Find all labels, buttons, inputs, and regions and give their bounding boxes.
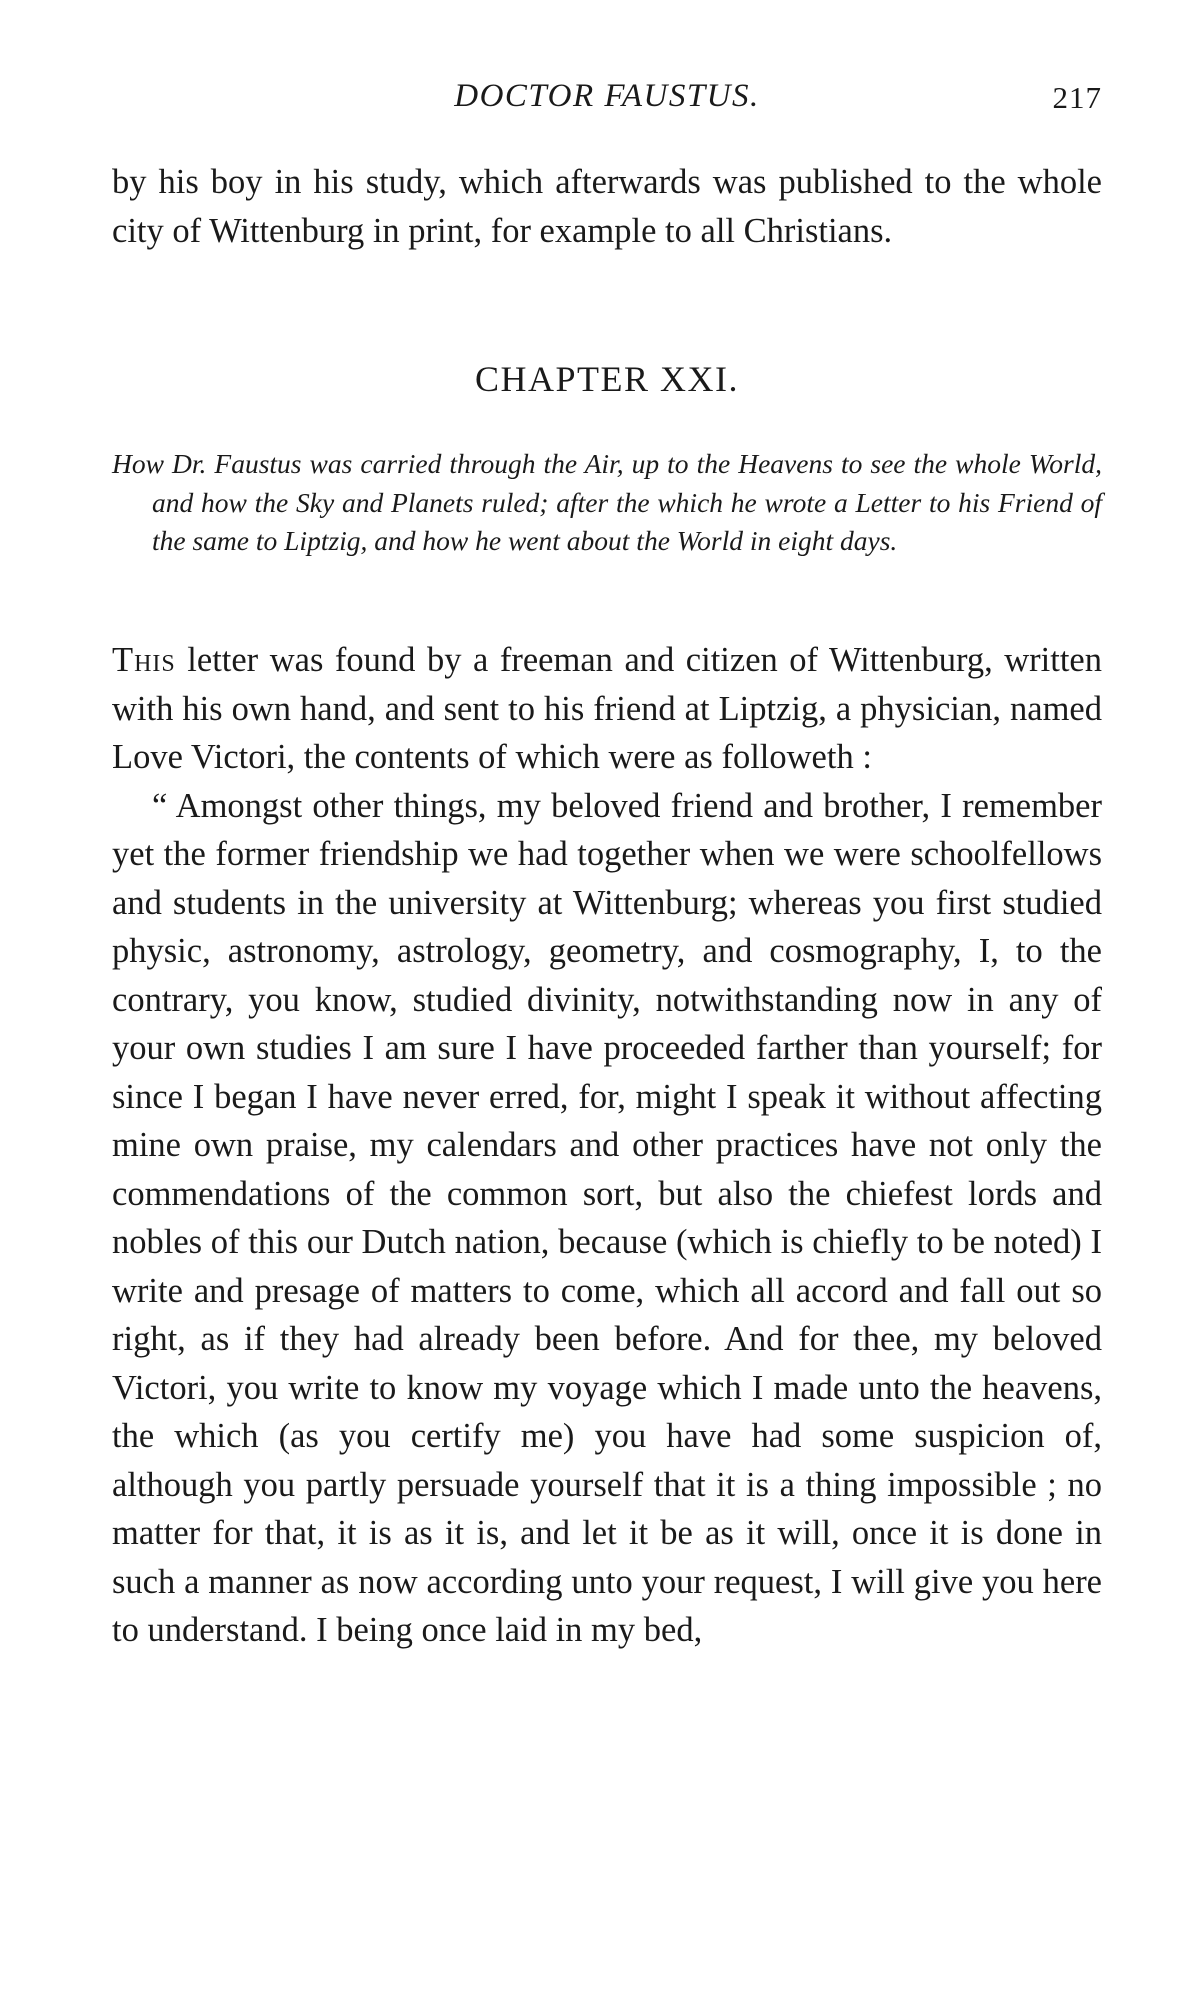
running-title: DOCTOR FAUSTUS. (454, 78, 760, 114)
body-text (112, 636, 1102, 1655)
running-head (112, 78, 1102, 122)
chapter-summary: How Dr. Faustus was carried through the Air, up to the Heavens to see the whole World, and how the Sky and Planets ruled; after the which he wrote a Letter to his Friend of the same to Liptzig, and how he went about the World in eight days. (112, 448, 1102, 556)
body-paragraph-2: “ Amongst other things, my beloved friend and brother, I remember yet the former friendship we had together when we were schoolfellows and students in the university at Wittenburg; whereas you first studied physic, astronomy, astrology, geometry, and cosmography, I, to the contrary, you know, studied divinity, notwithstanding now in any of your own studies I am sure I have proceeded farther than yourself; for since I began I have never erred, for, might I speak it without affecting mine own praise, my calendars and other practices have not only the commendations of the common sort, but also the chiefest lords and nobles of this our Dutch nation, because (which is chiefly to be noted) I write and presage of matters to come, which all accord and fall out so right, as if they had already been before. And for thee, my beloved Victori, you write to know my voyage which I made unto the heavens, the which (as you certify me) you have had some suspicion of, although you partly persuade yourself that it is a thing impossible ; no matter for that, it is as it is, and let it be as it will, once it is done in such a manner as now according unto your request, I will give you here to understand. I being once laid in my bed, (112, 786, 1102, 1649)
page-number: 217 (1052, 80, 1102, 115)
body-paragraph-1 (112, 636, 1102, 782)
opening-paragraph: by his boy in his study, which afterwards was published to the whole city of Wittenburg in print, for example to all Christians. (112, 163, 1102, 250)
opening-paragraph-block (112, 158, 1102, 255)
paragraph-1-rest: letter was found by a freeman and citizen of Wittenburg, written with his own hand, and sent to his friend at Liptzig, a physician, named Love Victori, the contents of which were as followeth : (112, 641, 1102, 776)
chapter-heading: CHAPTER XXI. (474, 359, 739, 399)
lead-word: This (112, 641, 176, 679)
